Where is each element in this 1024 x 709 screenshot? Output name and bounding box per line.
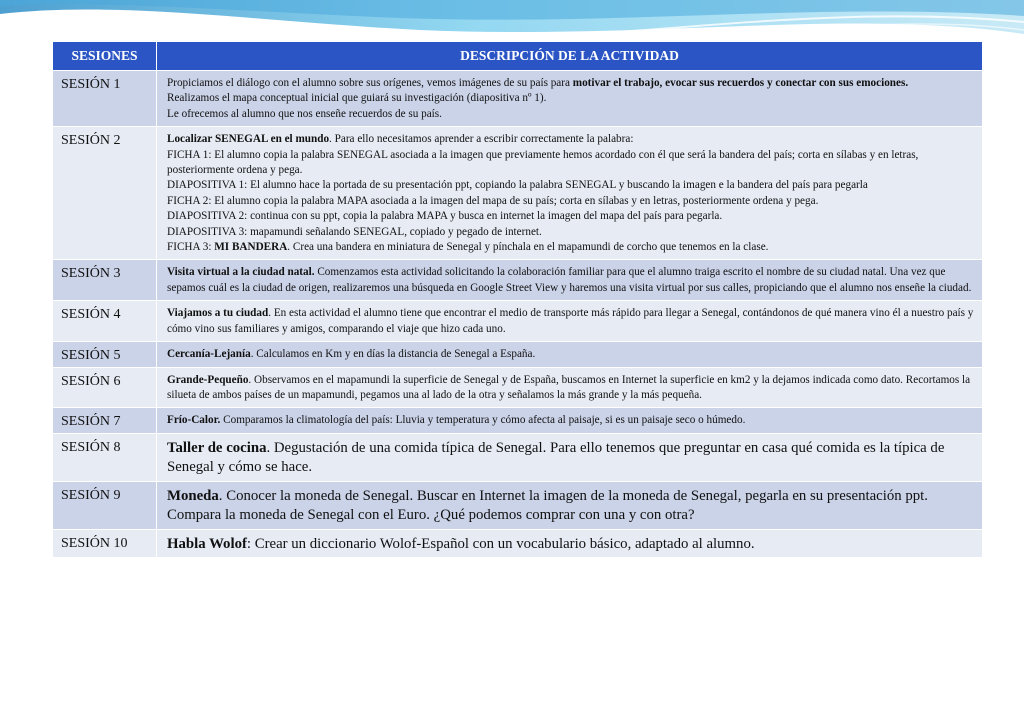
description-text: Comenzamos esta actividad solicitando la colaboración familiar para que el alumno traiga escrito el nombre de su ciudad natal. Una vez que sepamos cuál es la ciudad de origen, realizaremos una búsqueda en Google Street View y haremos una visita virtual por sus calles, propiciando que el alumno nos enseñe la ciudad. (167, 266, 972, 294)
description-line (167, 265, 974, 296)
activity-description (157, 260, 983, 301)
description-bold-text: Grande-Pequeño (167, 373, 249, 386)
activity-description (157, 529, 983, 558)
description-text: . Conocer la moneda de Senegal. Buscar en Internet la imagen de la moneda de Senegal, pegarla en su presentación ppt. Compara la moneda de Senegal con el Euro. ¿Qué podemos comprar con una y con otra? (167, 487, 928, 524)
description-line (167, 347, 974, 362)
session-label: SESIÓN 10 (53, 529, 157, 558)
description-line (167, 178, 974, 193)
session-label: SESIÓN 8 (53, 433, 157, 481)
table-header-row (53, 42, 983, 71)
description-line (167, 373, 974, 404)
session-label: SESIÓN 7 (53, 408, 157, 433)
session-label: SESIÓN 5 (53, 342, 157, 367)
description-text: FICHA 3: (167, 241, 215, 254)
description-line (167, 487, 974, 526)
sessions-table-body (53, 71, 983, 558)
description-bold-text: Viajamos a tu ciudad (167, 307, 269, 320)
description-bold-text: motivar el trabajo, evocar sus recuerdos y conectar con sus emociones. (572, 77, 909, 89)
description-text: . Crea una bandera en miniatura de Senegal y pínchala en el mapamundi de corcho que tenemos en la clase. (287, 241, 769, 254)
table-row (53, 260, 983, 301)
description-column-header: DESCRIPCIÓN DE LA ACTIVIDAD (157, 42, 983, 71)
sessions-column-header: SESIONES (53, 42, 157, 71)
description-text: . Degustación de una comida típica de Senegal. Para ello tenemos que preguntar en casa qué comida es la típica de Senegal y cómo se hace. (167, 439, 945, 476)
description-text: Propiciamos el diálogo con el alumno sobre sus orígenes, vemos imágenes de su país para (167, 77, 573, 89)
description-text: DIAPOSITIVA 2: continua con su ppt, copia la palabra MAPA y busca en internet la imagen del mapa del país para pegarla. (167, 210, 723, 223)
description-bold-text: Taller de cocina (167, 439, 267, 456)
table-row (53, 71, 983, 127)
description-bold-text: MI BANDERA (214, 241, 288, 254)
table-row (53, 301, 983, 342)
activity-description (157, 342, 983, 367)
activity-description (157, 408, 983, 433)
description-line (167, 413, 974, 428)
session-label: SESIÓN 2 (53, 127, 157, 260)
description-text: DIAPOSITIVA 3: mapamundi señalando SENEGAL, copiado y pegado de internet. (167, 225, 542, 238)
description-bold-text: Moneda (167, 487, 219, 504)
table-row (53, 342, 983, 367)
table-row (53, 433, 983, 481)
table-row (53, 367, 983, 408)
activity-description (157, 481, 983, 529)
session-label: SESIÓN 3 (53, 260, 157, 301)
description-line (167, 194, 974, 209)
session-label: SESIÓN 9 (53, 481, 157, 529)
activity-description (157, 433, 983, 481)
description-text: FICHA 2: El alumno copia la palabra MAPA asociada a la imagen del mapa de su país; corta en sílabas y en letras, posteriormente ordena y pega. (167, 194, 819, 207)
description-text: FICHA 1: El alumno copia la palabra SENEGAL asociada a la imagen que previamente hemos acordado con él que será la bandera del país; corta en sílabas y en letras, posteriormente ordena y pega. (167, 148, 919, 177)
activity-description (157, 127, 983, 260)
activity-description (157, 367, 983, 408)
description-line (167, 306, 974, 337)
session-label: SESIÓN 6 (53, 367, 157, 408)
description-text: Le ofrecemos al alumno que nos enseñe recuerdos de su país. (167, 107, 442, 120)
description-bold-text: Frío-Calor. (167, 414, 221, 427)
description-line (167, 148, 974, 179)
description-line (167, 439, 974, 478)
description-text: : Crear un diccionario Wolof-Español con un vocabulario básico, adaptado al alumno. (246, 535, 755, 552)
description-line (167, 240, 974, 255)
table-row (53, 408, 983, 433)
session-label: SESIÓN 4 (53, 301, 157, 342)
description-bold-text: Cercanía-Lejanía (167, 348, 251, 361)
description-line (167, 225, 974, 240)
activity-description (157, 301, 983, 342)
description-bold-text: Habla Wolof (167, 535, 247, 552)
description-text: Comparamos la climatología del país: Lluvia y temperatura y cómo afecta al paisaje, si es un paisaje seco o húmedo. (220, 414, 746, 427)
description-text: . Observamos en el mapamundi la superficie de Senegal y de España, buscamos en Internet la superficie en km2 y la dejamos indicada como dato. Recortamos la silueta de ambos países de un mapamundi, pegamos una al lado de la otra y señalamos la más grande y la más pequeña. (167, 373, 971, 401)
description-text: DIAPOSITIVA 1: El alumno hace la portada de su presentación ppt, copiando la palabra SENEGAL y buscando la imagen e la bandera del país para pegarla (167, 179, 868, 192)
activity-description (157, 71, 983, 127)
description-text: . Para ello necesitamos aprender a escribir correctamente la palabra: (329, 133, 634, 146)
description-bold-text: Localizar SENEGAL en el mundo (167, 133, 330, 146)
description-bold-text: Visita virtual a la ciudad natal. (167, 266, 315, 279)
table-row (53, 481, 983, 529)
description-text: . En esta actividad el alumno tiene que encontrar el medio de transporte más rápido para llegar a Senegal, contándonos de qué manera vino él a nuestro país y cómo vino sus familiares y amigos, comparando el viaje que hizo cada uno. (167, 307, 974, 335)
description-line (167, 535, 974, 555)
description-line (167, 91, 974, 106)
session-label: SESIÓN 1 (53, 71, 157, 127)
description-line (167, 107, 974, 122)
description-line (167, 132, 974, 147)
description-line (167, 76, 974, 91)
description-text: . Calculamos en Km y en días la distancia de Senegal a España. (250, 348, 536, 361)
description-line (167, 209, 974, 224)
table-row (53, 529, 983, 558)
description-text: Realizamos el mapa conceptual inicial que guiará su investigación (diapositiva nº 1). (167, 92, 547, 105)
table-row (53, 127, 983, 260)
sessions-table (52, 41, 983, 558)
